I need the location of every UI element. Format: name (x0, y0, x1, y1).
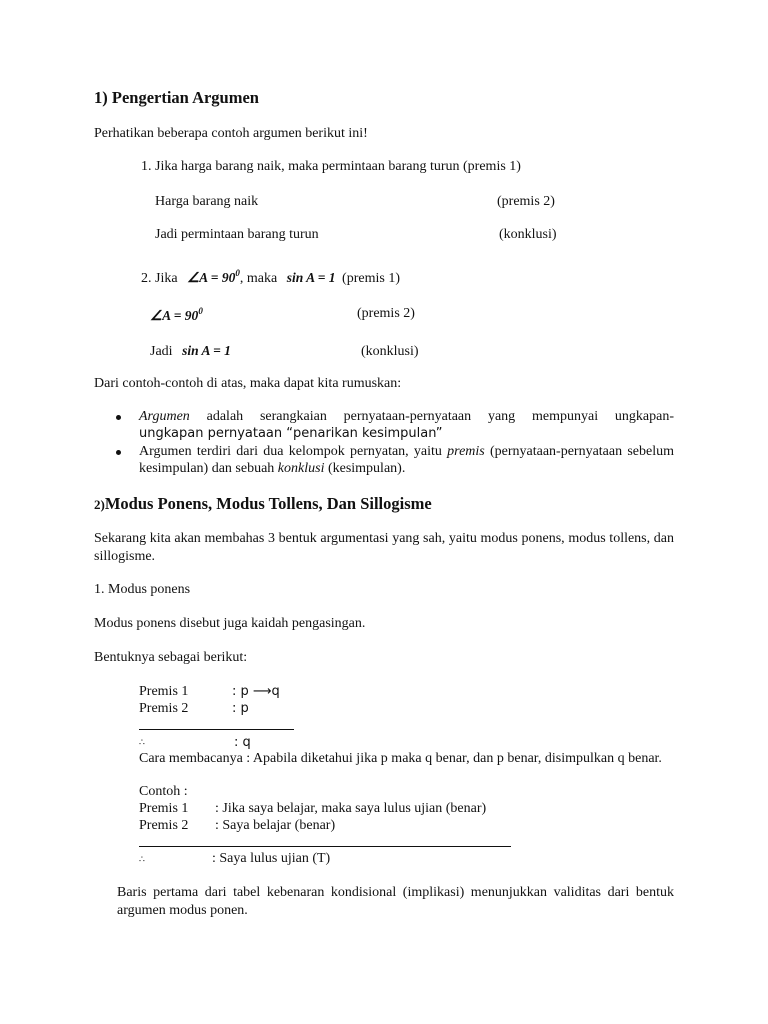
bullet-dot (116, 450, 121, 455)
divider-line (139, 729, 294, 730)
form-label: Bentuknya sebagai berikut: (94, 650, 248, 665)
example2-tag3: (konklusi) (361, 344, 419, 359)
jadi-label: Jadi (150, 344, 173, 359)
example2-premis1 (141, 265, 400, 287)
summary-text: Dari contoh-contoh di atas, maka dapat kita rumuskan: (94, 376, 402, 391)
section-heading-1: 1) Pengertian Argumen (94, 88, 259, 107)
angle-formula-2: ∠A = $90^0$ (150, 306, 203, 323)
example1-premis2-text: Harga barang naik (155, 194, 259, 209)
example2-conclusion (150, 342, 231, 360)
premis1-label: Premis 1 (139, 684, 189, 699)
subheading-modus-ponens: 1. Modus ponens (94, 582, 191, 597)
example2-prefix: 2. Jika (141, 271, 178, 286)
example-premis2-label: Premis 2 (139, 818, 189, 833)
bullet-dot (116, 415, 121, 420)
example1-conclusion-text: Jadi permintaan barang turun (155, 227, 319, 242)
example-conclusion-value: : Saya lulus ujian (T) (212, 851, 331, 866)
premis1-value: : p ⟶q (232, 684, 280, 699)
example-premis1-value: : Jika saya belajar, maka saya lulus ujian (benar) (215, 801, 487, 816)
example-premis2-value: : Saya belajar (benar) (215, 818, 336, 833)
example2-mid: , maka (239, 271, 278, 286)
contoh-label: Contoh : (139, 784, 188, 799)
section-heading-2: 2)Modus Ponens, Modus Tollens, Dan Sillogisme (94, 494, 432, 513)
example1-premis1: 1. Jika harga barang naik, maka permintaan barang turun (premis 1) (141, 159, 521, 174)
section2-intro: Sekarang kita akan membahas 3 bentuk argumentasi yang sah, yaitu modus ponens, modus tollens, dan sillogisme. (94, 531, 674, 564)
therefore-symbol: ∴ (139, 738, 147, 748)
example2-tag1: (premis 1) (342, 271, 400, 286)
example-premis1-label: Premis 1 (139, 801, 189, 816)
example2-tag2: (premis 2) (357, 306, 415, 321)
intro-text: Perhatikan beberapa contoh argumen berikut ini! (94, 126, 368, 141)
sin-formula: sin A = 1 (286, 270, 336, 285)
example-therefore-symbol: ∴ (139, 855, 147, 865)
example1-conclusion-tag: (konklusi) (499, 227, 557, 242)
conclusion-value: : q (234, 735, 251, 750)
example1-premis2-tag: (premis 2) (497, 194, 555, 209)
modus-ponens-description: Modus ponens disebut juga kaidah pengasingan. (94, 616, 366, 631)
closing-paragraph: Baris pertama dari tabel kebenaran kondisional (implikasi) menunjukkan validitas dari bentuk argumen modus ponen. (117, 885, 674, 918)
sin-formula-2: sin A = 1 (182, 343, 231, 358)
premis2-label: Premis 2 (139, 701, 189, 716)
example-divider-line (139, 846, 511, 847)
bullet-argumen-definition: Argumen adalah serangkaian pernyataan-pernyataan yang mempunyai ungkapan- ungkapan pernyataan “penarikan kesimpulan” (139, 409, 674, 441)
premis2-value: : p (232, 701, 249, 716)
angle-formula: ∠A = $90^0$ (187, 268, 240, 285)
reading-explanation: Cara membacanya : Apabila diketahui jika p maka q benar, dan p benar, disimpulkan q benar. (139, 751, 662, 766)
bullet-argumen-composition: Argumen terdiri dari dua kelompok pernyatan, yaitu premis (pernyataan-pernyataan sebelum kesimpulan) dan sebuah konklusi (kesimpulan). (139, 444, 674, 476)
